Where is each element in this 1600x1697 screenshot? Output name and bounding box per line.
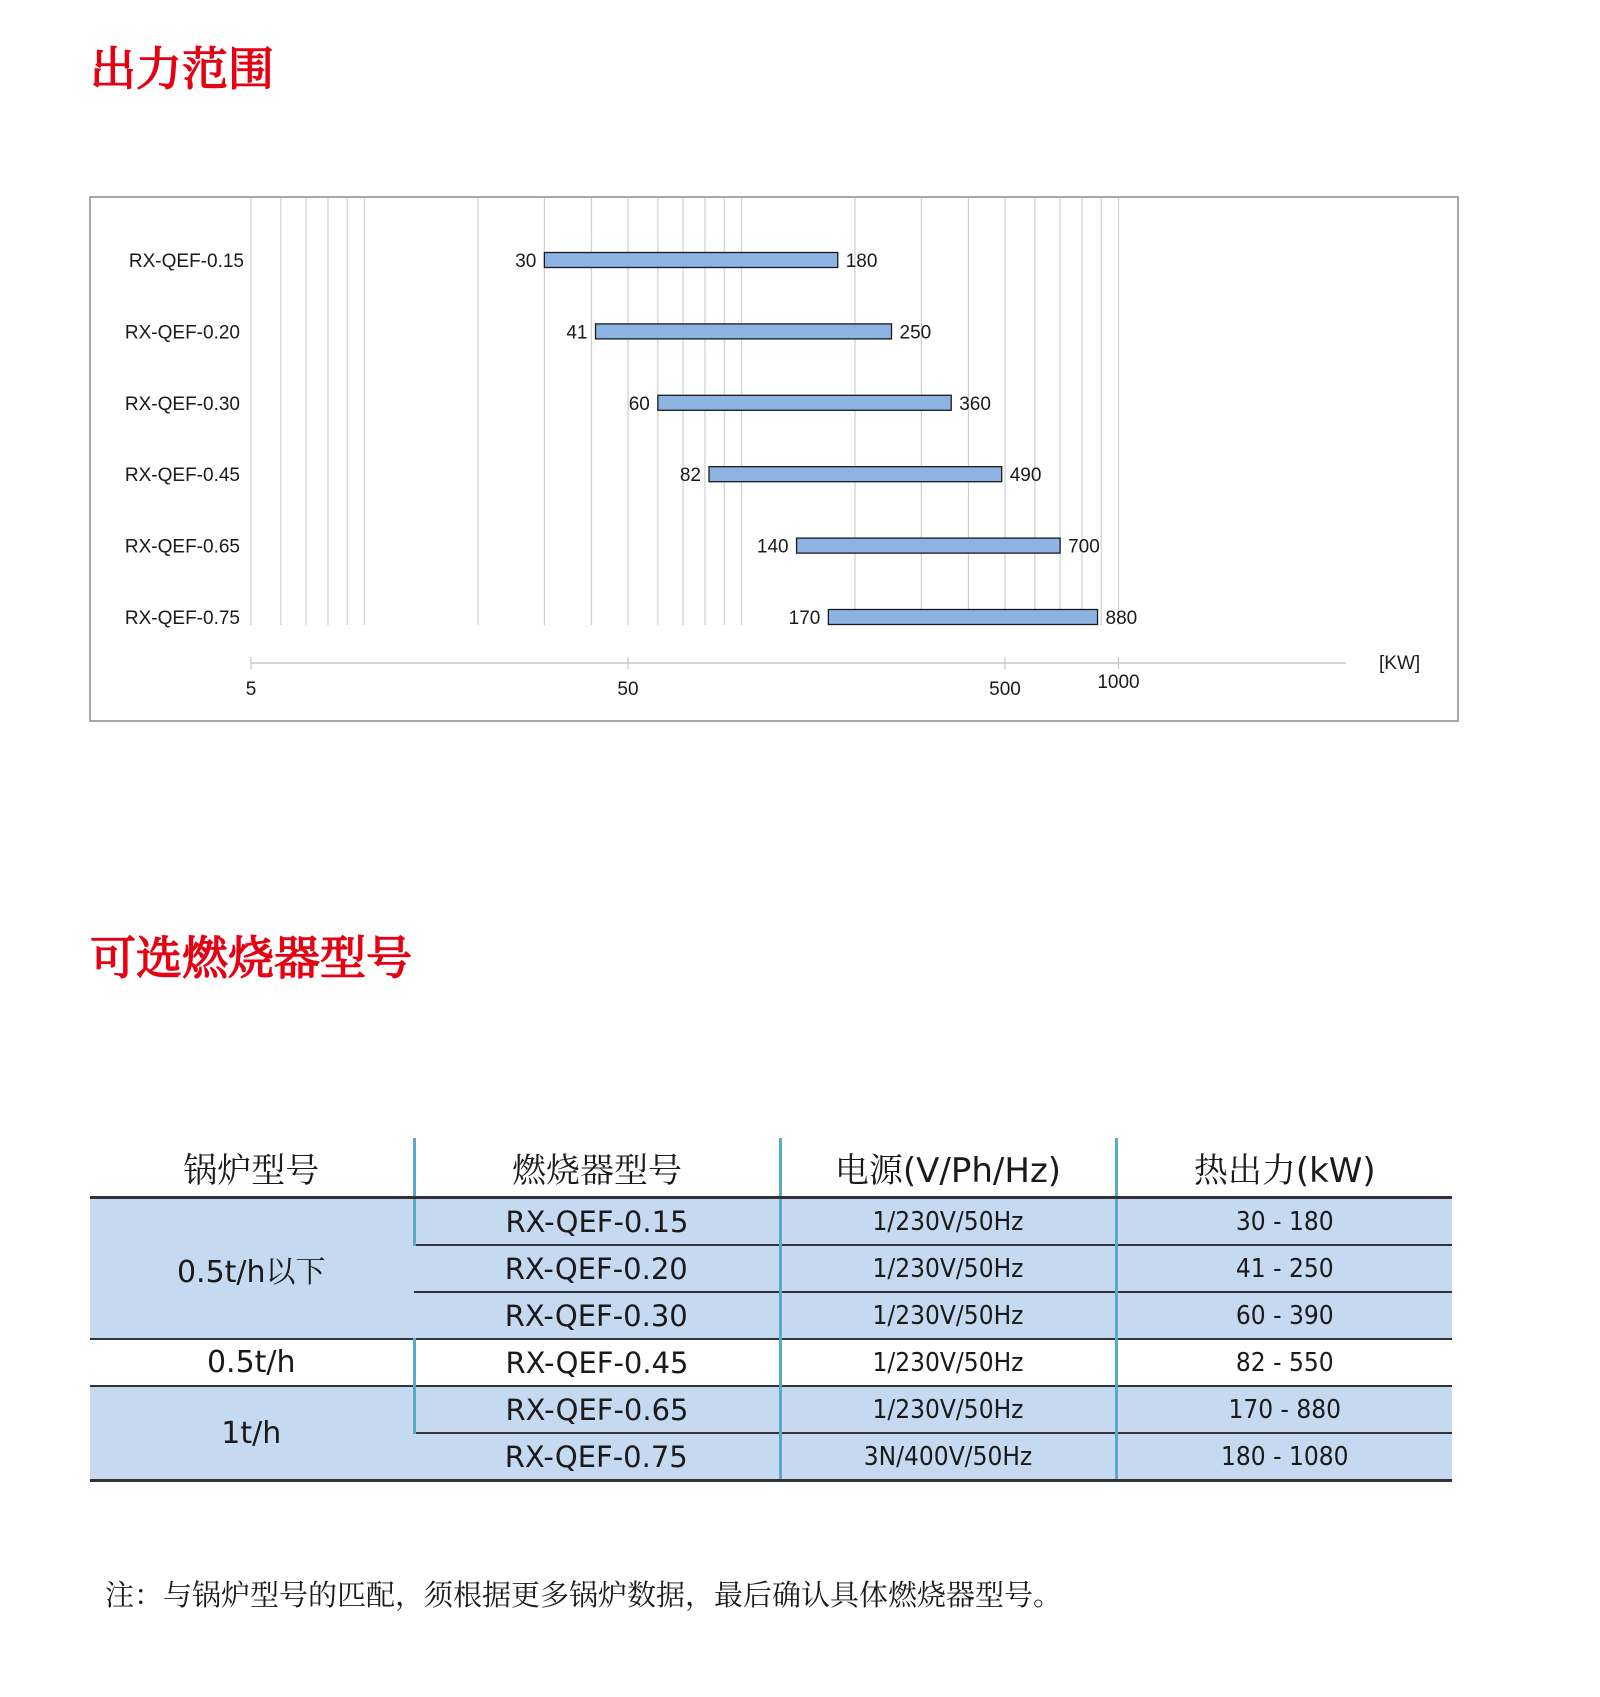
boiler-model-cell: 1t/h	[90, 1386, 414, 1481]
heat-output-cell: 60 - 390	[1116, 1292, 1452, 1339]
burner-model-cell: RX-QEF-0.30	[414, 1292, 780, 1339]
x-tick-label: 500	[989, 679, 1021, 700]
bar-max-label: 360	[959, 393, 991, 415]
power-supply-cell: 1/230V/50Hz	[780, 1198, 1116, 1246]
category-label: RX-QEF-0.15	[128, 251, 244, 272]
bar-max-label: 180	[845, 251, 878, 272]
burner-model-cell: RX-QEF-0.15	[414, 1198, 780, 1246]
bar-min-label: 60	[628, 393, 650, 415]
footnote: 注：与锅炉型号的匹配，须根据更多锅炉数据，最后确认具体燃烧器型号。	[105, 1578, 1063, 1612]
category-label: RX-QEF-0.75	[124, 608, 240, 629]
bar-max-label: 880	[1105, 608, 1138, 629]
range-bar	[709, 467, 1002, 482]
boiler-model-cell: 0.5t/h	[90, 1339, 414, 1386]
power-supply-cell: 3N/400V/50Hz	[780, 1433, 1116, 1481]
power-supply-cell: 1/230V/50Hz	[780, 1245, 1116, 1292]
category-label: RX-QEF-0.65	[124, 536, 240, 558]
burner-model-cell: RX-QEF-0.65	[414, 1386, 780, 1433]
range-bar	[658, 395, 951, 410]
bar-min-label: 30	[515, 251, 537, 272]
range-bar	[797, 538, 1061, 553]
header-power-supply: 电源(V/Ph/Hz)	[780, 1138, 1116, 1198]
table-row	[90, 1339, 1452, 1386]
x-tick-label: 5	[245, 679, 257, 700]
output-range-title: 出力范围	[90, 42, 274, 96]
heat-output-cell: 170 - 880	[1116, 1386, 1452, 1433]
category-label: RX-QEF-0.30	[124, 393, 240, 415]
x-axis-unit: [KW]	[1379, 653, 1421, 674]
heat-output-cell: 180 - 1080	[1116, 1433, 1452, 1481]
range-bar	[596, 324, 892, 339]
burner-model-cell: RX-QEF-0.20	[414, 1245, 780, 1292]
heat-output-cell: 82 - 550	[1116, 1339, 1452, 1386]
bar-max-label: 490	[1009, 465, 1042, 487]
heat-output-cell: 30 - 180	[1116, 1198, 1452, 1246]
burner-model-cell: RX-QEF-0.45	[414, 1339, 780, 1386]
category-label: RX-QEF-0.20	[124, 322, 240, 344]
x-tick-label: 1000	[1097, 672, 1140, 693]
category-label: RX-QEF-0.45	[124, 465, 240, 487]
table-row	[90, 1198, 1452, 1246]
output-range-chart	[0, 0, 1600, 760]
table-row	[90, 1386, 1452, 1433]
header-boiler-model: 锅炉型号	[90, 1138, 414, 1198]
range-bar	[544, 253, 837, 268]
burner-model-cell: RX-QEF-0.75	[414, 1433, 780, 1481]
boiler-model-cell: 0.5t/h以下	[90, 1198, 414, 1340]
burner-spec-table	[90, 1138, 1452, 1482]
header-heat-output: 热出力(kW)	[1116, 1138, 1452, 1198]
heat-output-cell: 41 - 250	[1116, 1245, 1452, 1292]
bar-min-label: 140	[756, 536, 789, 558]
power-supply-cell: 1/230V/50Hz	[780, 1339, 1116, 1386]
range-bar	[828, 610, 1097, 625]
chart-frame	[90, 197, 1458, 721]
bar-min-label: 82	[679, 465, 701, 487]
header-burner-model: 燃烧器型号	[414, 1138, 780, 1198]
power-supply-cell: 1/230V/50Hz	[780, 1292, 1116, 1339]
burner-models-title: 可选燃烧器型号	[90, 931, 412, 985]
bar-min-label: 170	[788, 608, 821, 629]
x-tick-label: 50	[617, 679, 639, 700]
power-supply-cell: 1/230V/50Hz	[780, 1386, 1116, 1433]
bar-max-label: 700	[1068, 536, 1100, 558]
table-header-row	[90, 1138, 1452, 1198]
bar-max-label: 250	[899, 322, 932, 344]
bar-min-label: 41	[566, 322, 588, 344]
